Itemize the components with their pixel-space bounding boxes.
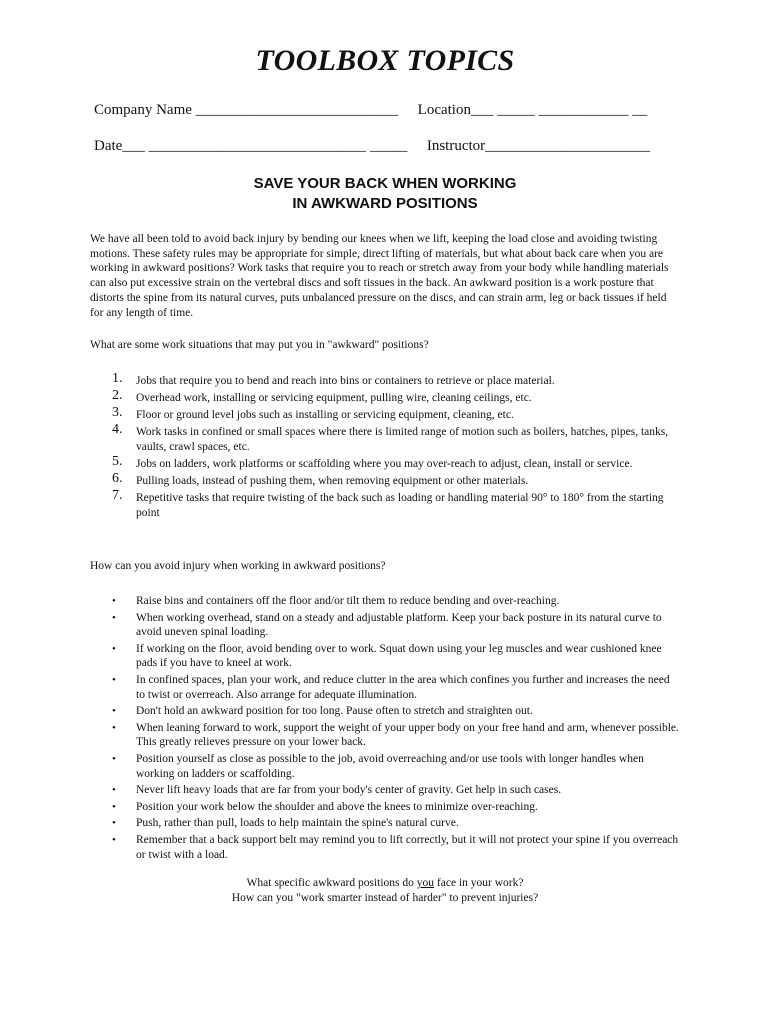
bullet-icon: •: [112, 817, 116, 830]
list-item-text: Raise bins and containers off the floor and/or tilt them to reduce bending and over-reaching.: [136, 595, 560, 607]
situations-list: [112, 371, 681, 523]
list-item-text: Repetitive tasks that require twisting of the back such as loading or handling material 90° to 180° from the starting point: [136, 492, 664, 519]
bullet-icon: •: [112, 784, 116, 797]
list-item-text: Don't hold an awkward position for too long. Pause often to stretch and straighten out.: [136, 705, 533, 718]
company-name-label: Company Name: [94, 102, 192, 118]
bullet-icon: •: [112, 833, 116, 846]
closing-text: face in your work?: [434, 877, 524, 889]
document-title: TOOLBOX TOPICS: [255, 44, 515, 77]
list-number: 6.: [112, 471, 123, 487]
list-item: [112, 704, 681, 719]
date-instructor-row: [94, 138, 650, 155]
bullet-icon: •: [112, 642, 116, 655]
closing-question-2: How can you "work smarter instead of harder" to prevent injuries?: [231, 892, 539, 904]
list-item: [112, 471, 681, 489]
question-avoid-injury: How can you avoid injury when working in awkward positions?: [90, 560, 386, 572]
bullet-icon: •: [112, 800, 116, 813]
list-item: [112, 371, 681, 389]
list-item: [112, 405, 681, 423]
list-item-text: Position your work below the shoulder and above the knees to minimize over-reaching.: [136, 800, 538, 813]
list-item-text: When working overhead, stand on a steady and adjustable platform. Keep your back posture in its natural curve to avoid uneven spinal loading.: [136, 611, 662, 639]
instructor-label: Instructor: [426, 138, 486, 154]
bullet-icon: •: [112, 673, 116, 686]
bullet-icon: •: [112, 752, 116, 765]
location-blank[interactable]: ___ _____ ____________ __: [470, 102, 648, 118]
list-item: [112, 388, 681, 406]
list-item-text: If working on the floor, avoid bending over to work. Squat down using your leg muscles and wear cushioned knee pads if you have to kneel at work.: [136, 642, 662, 670]
list-number: 7.: [112, 488, 123, 504]
list-item: [112, 453, 681, 472]
list-item-text: When leaning forward to work, support the weight of your upper body on your free hand and arm, whenever possible. This greatly relieves pressure on your lower back.: [136, 721, 679, 749]
list-item-text: Push, rather than pull, loads to help maintain the spine's natural curve.: [136, 817, 459, 830]
tips-list: [112, 594, 681, 864]
list-item: [112, 594, 681, 609]
list-item-text: Never lift heavy loads that are far from your body's center of gravity. Get help in such cases.: [136, 784, 562, 797]
list-number: 2.: [112, 388, 123, 404]
list-item: [112, 752, 681, 781]
list-item-text: Pulling loads, instead of pushing them, when removing equipment or other materials.: [136, 475, 529, 488]
closing-emphasis: you: [416, 877, 435, 889]
list-item: [112, 642, 681, 671]
intro-paragraph: We have all been told to avoid back injury by bending our knees when we lift, keeping the load close and avoiding twisting motions. These safety rules may be appropriate for simple, direct lifting of materials, but what about back care when you are working in awkward positions? Work tasks that require you to reach or stretch away from your body while handling materials can also put excessive strain on the vertebral discs and soft tissues in the back. An awkward position is a work posture that distorts the spine from its natural curves, puts unbalanced pressure on the discs, and can strain arm, leg or back tissues if held for any length of time.: [90, 233, 669, 319]
instructor-blank[interactable]: ______________________: [485, 138, 651, 154]
list-item: [112, 611, 681, 640]
list-item-text: Jobs on ladders, work platforms or scaffolding where you may over-reach to adjust, clean, install or service.: [136, 457, 633, 470]
section-heading-line-2: IN AWKWARD POSITIONS: [292, 195, 478, 212]
list-item-text: Work tasks in confined or small spaces where there is limited range of motion such as boilers, hatches, pipes, tanks, vaults, crawl spaces, etc.: [136, 426, 669, 453]
bullet-icon: •: [112, 611, 116, 624]
closing-question-1: [0, 877, 770, 889]
bullet-icon: •: [112, 595, 116, 607]
date-label: Date: [94, 138, 123, 154]
bullet-icon: •: [112, 721, 116, 734]
section-heading-line-1: SAVE YOUR BACK WHEN WORKING: [253, 175, 517, 192]
list-number: 4.: [112, 422, 123, 438]
company-name-blank[interactable]: ___________________________: [195, 102, 399, 118]
list-item-text: In confined spaces, plan your work, and reduce clutter in the area which confines you further and increases the need to twist or overreach. Also arrange for adequate illumination.: [136, 673, 670, 701]
bullet-icon: •: [112, 705, 116, 718]
list-item-text: Overhead work, installing or servicing equipment, pulling wire, cleaning ceilings, etc.: [136, 392, 532, 405]
list-item: [112, 783, 681, 798]
list-item-text: Position yourself as close as possible to the job, avoid overreaching and/or use tools with longer handles when working on ladders or scaffolding.: [136, 752, 644, 780]
company-location-row: [94, 102, 647, 119]
location-label: Location: [417, 102, 471, 118]
list-item: [112, 800, 681, 815]
list-item: [112, 721, 681, 750]
date-blank[interactable]: ___ _____________________________ _____: [122, 138, 408, 154]
list-item: [112, 422, 681, 454]
list-item: [112, 833, 681, 862]
list-item: [112, 488, 681, 520]
closing-text: What specific awkward positions do: [246, 877, 417, 889]
list-number: 1.: [112, 371, 123, 386]
list-item-text: Jobs that require you to bend and reach into bins or containers to retrieve or place material.: [136, 375, 555, 387]
list-item-text: Remember that a back support belt may remind you to lift correctly, but it will not protect your spine if you overreach or twist with a load.: [136, 833, 679, 861]
list-number: 3.: [112, 405, 123, 421]
question-awkward-situations: What are some work situations that may put you in "awkward" positions?: [90, 339, 429, 351]
list-number: 5.: [112, 453, 123, 469]
list-item-text: Floor or ground level jobs such as installing or servicing equipment, cleaning, etc.: [136, 409, 514, 422]
list-item: [112, 816, 681, 831]
list-item: [112, 673, 681, 702]
